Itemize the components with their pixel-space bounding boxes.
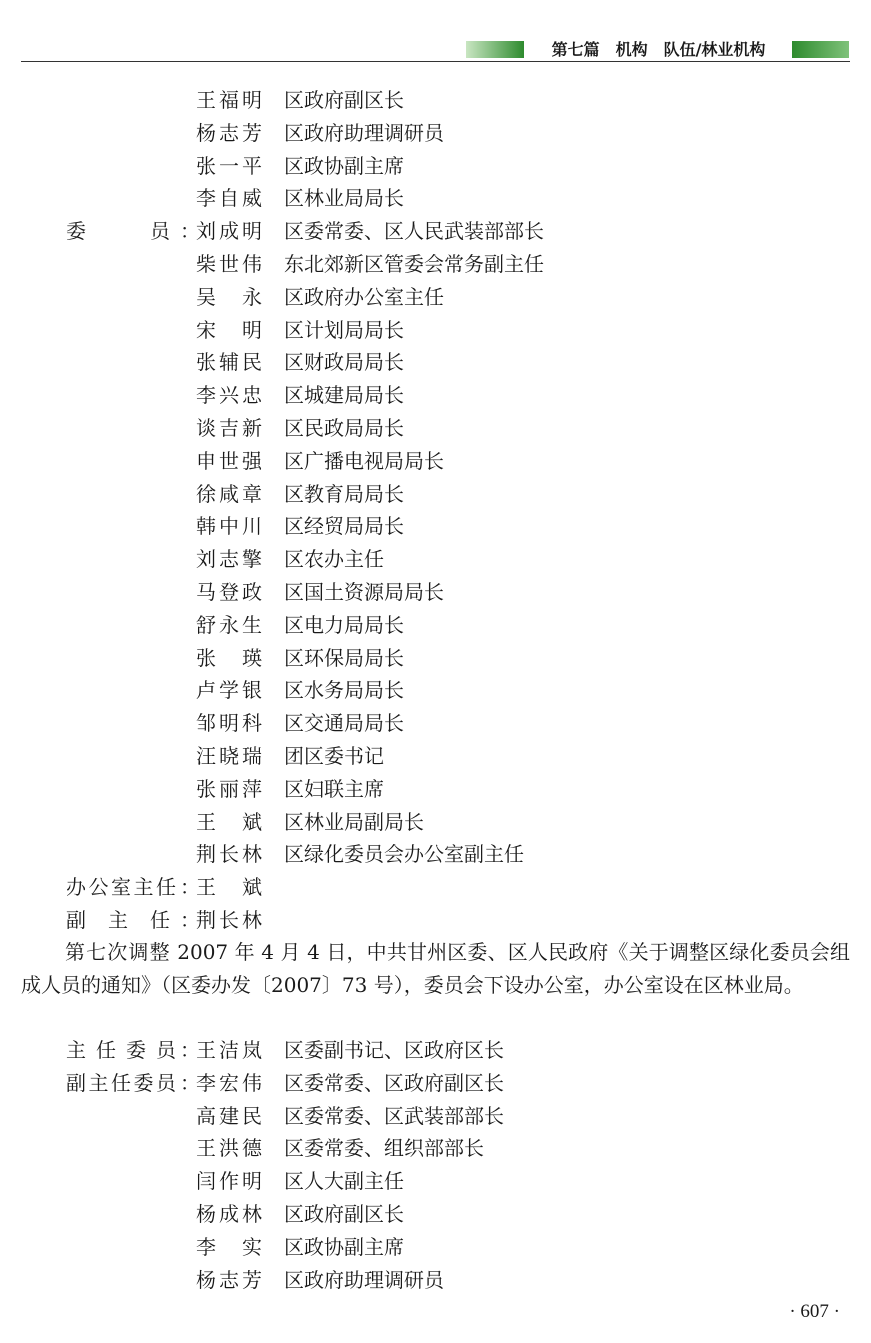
member-name: 李 实 [196, 1234, 262, 1259]
member-name: 宋 明 [196, 317, 262, 342]
member-row [0, 1264, 871, 1297]
member-title: 区国土资源局局长 [284, 579, 444, 604]
member-row [0, 379, 871, 412]
member-title: 区环保局局长 [284, 645, 404, 670]
member-row [0, 117, 871, 150]
member-title: 区交通局局长 [284, 711, 404, 736]
member-row [0, 576, 871, 609]
role-label: 委 员 [66, 219, 170, 244]
member-row [0, 773, 871, 806]
member-row [0, 1231, 871, 1264]
role-colon: ： [180, 875, 200, 900]
member-row [0, 215, 871, 248]
member-name: 邹 明 科 [196, 711, 262, 736]
member-title: 区政府办公室主任 [284, 284, 444, 309]
member-name: 柴 世 伟 [196, 251, 262, 276]
member-list-continued [0, 84, 871, 937]
member-title: 区财政局局长 [284, 350, 404, 375]
member-row [0, 1198, 871, 1231]
role-label: 副 主 任 委 员 [66, 1070, 176, 1095]
member-row [0, 904, 871, 937]
member-row [0, 1132, 871, 1165]
member-name: 吴 永 [196, 284, 262, 309]
role-colon: ： [180, 219, 200, 244]
member-name: 李 宏 伟 [196, 1070, 262, 1095]
member-name: 汪 晓 瑞 [196, 743, 262, 768]
member-row [0, 182, 871, 215]
header-band-left [466, 41, 524, 58]
member-name: 舒 永 生 [196, 612, 262, 637]
member-name: 高 建 民 [196, 1103, 262, 1128]
page-number: · 607 · [789, 1301, 840, 1322]
member-name: 闫 作 明 [196, 1169, 262, 1194]
member-name: 张 丽 萍 [196, 776, 262, 801]
member-title: 区委常委、组织部部长 [284, 1136, 484, 1161]
member-name: 王 斌 [196, 809, 262, 834]
member-title: 区绿化委员会办公室副主任 [284, 842, 524, 867]
role-label: 主 任 委 员 [66, 1038, 176, 1062]
header-rule [21, 61, 850, 62]
member-row [0, 281, 871, 314]
member-row [0, 84, 871, 117]
member-name: 李 兴 忠 [196, 383, 262, 408]
member-name: 杨 志 芳 [196, 120, 262, 145]
member-name: 荆 长 林 [196, 842, 262, 867]
member-title: 区委常委、区武装部部长 [284, 1103, 504, 1128]
member-list-new [0, 1034, 871, 1296]
member-name: 刘 志 擎 [196, 547, 262, 572]
member-name: 刘 成 明 [196, 219, 262, 244]
member-name: 韩 中 川 [196, 514, 262, 539]
member-title: 区城建局局长 [284, 383, 404, 408]
role-label: 办 公 室 主 任 [66, 875, 176, 900]
member-row [0, 150, 871, 183]
member-name: 卢 学 银 [196, 678, 262, 703]
member-row [0, 1034, 871, 1067]
member-title: 区政协副主席 [284, 1234, 404, 1259]
member-row [0, 314, 871, 347]
member-title: 区计划局局长 [284, 317, 404, 342]
member-row [0, 346, 871, 379]
member-title: 区水务局局长 [284, 678, 404, 703]
member-title: 团区委书记 [284, 743, 384, 768]
member-title: 区政府助理调研员 [284, 1267, 444, 1292]
member-name: 王 斌 [196, 875, 262, 900]
member-row [0, 1067, 871, 1100]
member-name: 马 登 政 [196, 579, 262, 604]
member-title: 区经贸局局长 [284, 514, 404, 539]
member-name: 杨 志 芳 [196, 1267, 262, 1292]
member-row [0, 478, 871, 511]
member-name: 谈 吉 新 [196, 415, 262, 440]
member-row [0, 740, 871, 773]
role-label: 副 主 任 [66, 907, 170, 932]
member-title: 区教育局局长 [284, 481, 404, 506]
member-row [0, 412, 871, 445]
member-name: 王 洪 德 [196, 1136, 262, 1161]
member-title: 东北郊新区管委会常务副主任 [284, 251, 544, 276]
member-title: 区政府副区长 [284, 1201, 404, 1226]
member-row [0, 1100, 871, 1133]
member-name: 杨 成 林 [196, 1201, 262, 1226]
member-title: 区委副书记、区政府区长 [284, 1038, 504, 1062]
member-row [0, 543, 871, 576]
member-title: 区林业局副局长 [284, 809, 424, 834]
member-row [0, 510, 871, 543]
paragraph-text: 2007 年 4 月 4 日，中共甘州区委、区人民政府《关于调整区绿化委员会组成人员的通知》（区委办发〔2007〕73 号），委员会下设办公室，办公室设在区林业局。 [21, 940, 851, 997]
role-colon: ： [180, 1070, 200, 1095]
member-name: 徐 咸 章 [196, 481, 262, 506]
member-name: 申 世 强 [196, 448, 262, 473]
member-name: 张 瑛 [196, 645, 262, 670]
member-title: 区政协副主席 [284, 153, 404, 178]
member-name: 李 自 威 [196, 186, 262, 211]
seventh-adjustment-paragraph [21, 936, 850, 1002]
member-name: 荆 长 林 [196, 907, 262, 932]
member-row [0, 609, 871, 642]
member-title: 区政府副区长 [284, 88, 404, 112]
member-title: 区民政局局长 [284, 415, 404, 440]
role-colon: ： [180, 1038, 200, 1062]
member-title: 区林业局局长 [284, 186, 404, 211]
section-title: 第七篇 机构 队伍/林业机构 [551, 40, 766, 59]
member-title: 区电力局局长 [284, 612, 404, 637]
member-title: 区农办主任 [284, 547, 384, 572]
member-name: 王 洁 岚 [196, 1038, 262, 1062]
member-title: 区妇联主席 [284, 776, 384, 801]
member-title: 区委常委、区政府副区长 [284, 1070, 504, 1095]
member-row [0, 642, 871, 675]
paragraph-lead: 第七次调整 [65, 940, 171, 964]
member-name: 张 一 平 [196, 153, 262, 178]
member-row [0, 674, 871, 707]
member-row [0, 806, 871, 839]
member-row [0, 1165, 871, 1198]
member-row [0, 871, 871, 904]
member-row [0, 445, 871, 478]
member-title: 区政府助理调研员 [284, 120, 444, 145]
member-title: 区广播电视局局长 [284, 448, 444, 473]
header-band-right [792, 41, 849, 58]
member-title: 区人大副主任 [284, 1169, 404, 1194]
member-name: 张 辅 民 [196, 350, 262, 375]
role-colon: ： [180, 907, 200, 932]
member-row [0, 838, 871, 871]
member-row [0, 248, 871, 281]
member-row [0, 707, 871, 740]
member-name: 王 福 明 [196, 88, 262, 112]
member-title: 区委常委、区人民武装部部长 [284, 219, 544, 244]
